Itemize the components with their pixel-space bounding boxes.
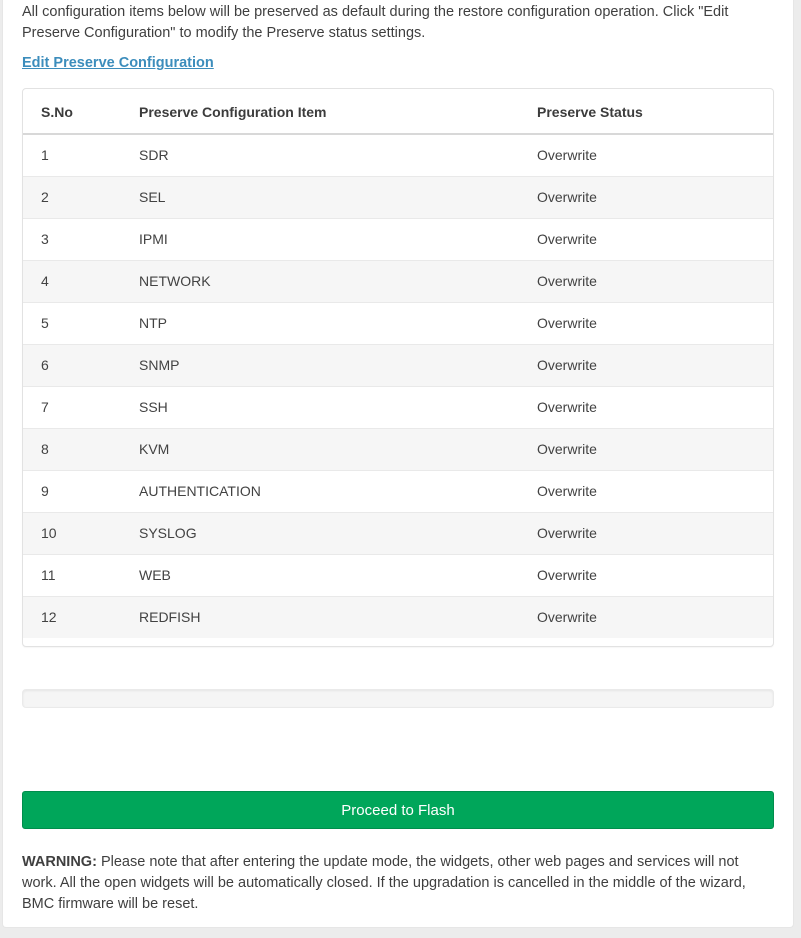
preserve-config-table bbox=[23, 89, 773, 638]
cell-status: Overwrite bbox=[519, 597, 773, 639]
cell-status: Overwrite bbox=[519, 303, 773, 345]
table-row bbox=[23, 303, 773, 345]
table-row bbox=[23, 134, 773, 177]
column-header-sno: S.No bbox=[23, 89, 121, 134]
warning-text bbox=[22, 852, 774, 915]
intro-text: All configuration items below will be preserved as default during the restore configuration operation. Click "Edit Preserve Configuration" to modify the Preserve status settings. bbox=[22, 4, 729, 41]
cell-item: SSH bbox=[121, 387, 519, 429]
cell-sno: 4 bbox=[23, 261, 121, 303]
table-header-row bbox=[23, 89, 773, 134]
column-header-item: Preserve Configuration Item bbox=[121, 89, 519, 134]
cell-status: Overwrite bbox=[519, 429, 773, 471]
cell-item: SDR bbox=[139, 147, 169, 163]
cell-status: Overwrite bbox=[519, 261, 773, 303]
table-row bbox=[23, 219, 773, 261]
cell-status: Overwrite bbox=[519, 555, 773, 597]
cell-sno: 5 bbox=[23, 303, 121, 345]
cell-status: Overwrite bbox=[519, 387, 773, 429]
cell-sno: 9 bbox=[23, 471, 121, 513]
cell-item: WEB bbox=[121, 555, 519, 597]
cell-item: NTP bbox=[121, 303, 519, 345]
table-row bbox=[23, 387, 773, 429]
cell-sno: 7 bbox=[23, 387, 121, 429]
table-row bbox=[23, 555, 773, 597]
column-header-status: Preserve Status bbox=[519, 89, 773, 134]
table-row bbox=[23, 177, 773, 219]
preserve-table-body bbox=[23, 134, 773, 638]
cell-status: Overwrite bbox=[537, 147, 597, 163]
cell-sno: 8 bbox=[23, 429, 121, 471]
cell-item: SNMP bbox=[121, 345, 519, 387]
preserve-config-table-card bbox=[22, 88, 774, 647]
table-row bbox=[23, 261, 773, 303]
table-row bbox=[23, 513, 773, 555]
cell-item: SYSLOG bbox=[121, 513, 519, 555]
cell-sno: 1 bbox=[41, 147, 49, 163]
cell-status: Overwrite bbox=[519, 219, 773, 261]
cell-item: NETWORK bbox=[121, 261, 519, 303]
cell-sno: 11 bbox=[23, 555, 121, 597]
edit-preserve-configuration-link[interactable]: Edit Preserve Configuration bbox=[22, 55, 214, 71]
cell-status: Overwrite bbox=[519, 177, 773, 219]
cell-status: Overwrite bbox=[519, 513, 773, 555]
cell-sno: 3 bbox=[23, 219, 121, 261]
table-row bbox=[23, 597, 773, 639]
content-panel bbox=[2, 0, 794, 928]
cell-status: Overwrite bbox=[519, 345, 773, 387]
cell-sno: 12 bbox=[23, 597, 121, 639]
table-row bbox=[23, 345, 773, 387]
proceed-to-flash-button[interactable]: Proceed to Flash bbox=[22, 791, 774, 829]
flash-progress-bar bbox=[22, 689, 774, 708]
cell-item: REDFISH bbox=[121, 597, 519, 639]
cell-sno: 6 bbox=[23, 345, 121, 387]
warning-body: Please note that after entering the update mode, the widgets, other web pages and services will not work. All the open widgets will be automatically closed. If the upgradation is cancelled in the middle of the wizard, BMC firmware will be reset. bbox=[22, 854, 746, 912]
cell-sno: 10 bbox=[23, 513, 121, 555]
table-row bbox=[23, 429, 773, 471]
cell-sno: 2 bbox=[23, 177, 121, 219]
cell-item: IPMI bbox=[121, 219, 519, 261]
cell-item: AUTHENTICATION bbox=[121, 471, 519, 513]
table-row bbox=[23, 471, 773, 513]
cell-item: SEL bbox=[121, 177, 519, 219]
cell-status: Overwrite bbox=[519, 471, 773, 513]
cell-item: KVM bbox=[121, 429, 519, 471]
warning-label: WARNING: bbox=[22, 854, 97, 870]
